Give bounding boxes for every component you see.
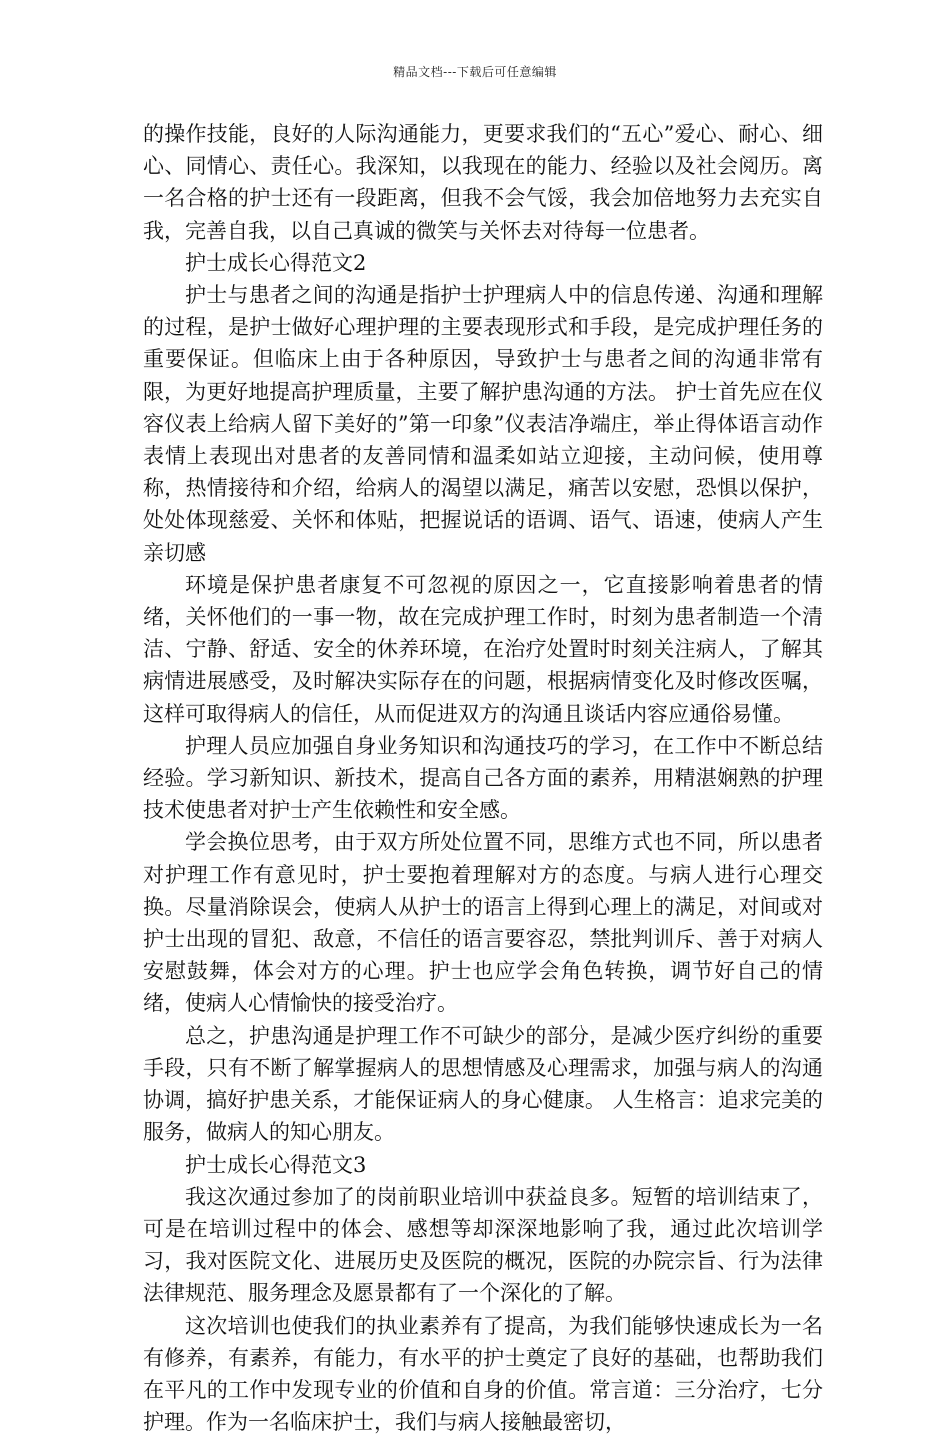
paragraph: 护理人员应加强自身业务知识和沟通技巧的学习，在工作中不断总结经验。学习新知识、新技术，提高自己各方面的素养，用精湛娴熟的护理技术使患者对护士产生依赖性和安全感。 [143, 733, 823, 823]
paragraph: 这次培训也使我们的执业素养有了提高，为我们能够快速成长为一名有修养，有素养，有能力，有水平的护士奠定了良好的基础，也帮助我们在平凡的工作中发现专业的价值和自身的价值。常言道：三分治疗，七分护理。作为一名临床护士，我们与病人接触最密切， [143, 1313, 823, 1435]
paragraph: 我这次通过参加了的岗前职业培训中获益良多。短暂的培训结束了，可是在培训过程中的体会、感想等却深深地影响了我，通过此次培训学习，我对医院文化、进展历史及医院的概况，医院的办院宗旨、行为法律法律规范、服务理念及愿景都有了一个深化的了解。 [143, 1184, 823, 1306]
paragraph: 环境是保护患者康复不可忽视的原因之一，它直接影响着患者的情绪，关怀他们的一事一物，故在完成护理工作时，时刻为患者制造一个清洁、宁静、舒适、安全的休养环境，在治疗处置时时刻关注病人，了解其病情进展感受，及时解决实际存在的问题，根据病情变化及时修改医嘱，这样可取得病人的信任，从而促进双方的沟通且谈话内容应通俗易懂。 [143, 572, 823, 726]
section-heading-3: 护士成长心得范文3 [185, 1152, 367, 1177]
paragraph-continuation: 的操作技能，良好的人际沟通能力，更要求我们的“五心”爱心、耐心、细心、同情心、责任心。我深知，以我现在的能力、经验以及社会阅历。离一名合格的护士还有一段距离，但我不会气馁，我会加倍地努力去充实自我，完善自我，以自己真诚的微笑与关怀去对待每一位患者。 [143, 122, 823, 243]
paragraph: 总之，护患沟通是护理工作不可缺少的部分，是减少医疗纠纷的重要手段，只有不断了解掌握病人的思想情感及心理需求，加强与病人的沟通协调，搞好护患关系，才能保证病人的身心健康。 人生格言：追求完美的服务，做病人的知心朋友。 [143, 1023, 823, 1145]
document-body [143, 118, 823, 1438]
page-header: 精品文档---下载后可任意编辑 [393, 65, 557, 79]
section-heading-2: 护士成长心得范文2 [185, 250, 367, 275]
paragraph: 学会换位思考，由于双方所处位置不同，思维方式也不同，所以患者对护理工作有意见时，护士要抱着理解对方的态度。与病人进行心理交换。尽量消除误会，使病人从护士的语言上得到心理上的满足，对间或对护士出现的冒犯、敌意，不信任的语言要容忍，禁批判训斥、善于对病人安慰鼓舞，体会对方的心理。护士也应学会角色转换，调节好自己的情绪，使病人心情愉快的接受治疗。 [143, 830, 823, 1016]
paragraph: 护士与患者之间的沟通是指护士护理病人中的信息传递、沟通和理解的过程，是护士做好心理护理的主要表现形式和手段，是完成护理任务的重要保证。但临床上由于各种原因，导致护士与患者之间的沟通非常有限，为更好地提高护理质量，主要了解护患沟通的方法。 护士首先应在仪容仪表上给病人留下美好的”第一印象”仪表洁净端庄，举止得体语言动作表情上表现出对患者的友善同情和温柔如站立迎接，主动问候，使用尊称，热情接待和介绍，给病人的渴望以满足，痛苦以安慰，恐惧以保护，处处体现慈爱、关怀和体贴，把握说话的语调、语气、语速，使病人产生亲切感 [143, 283, 823, 565]
